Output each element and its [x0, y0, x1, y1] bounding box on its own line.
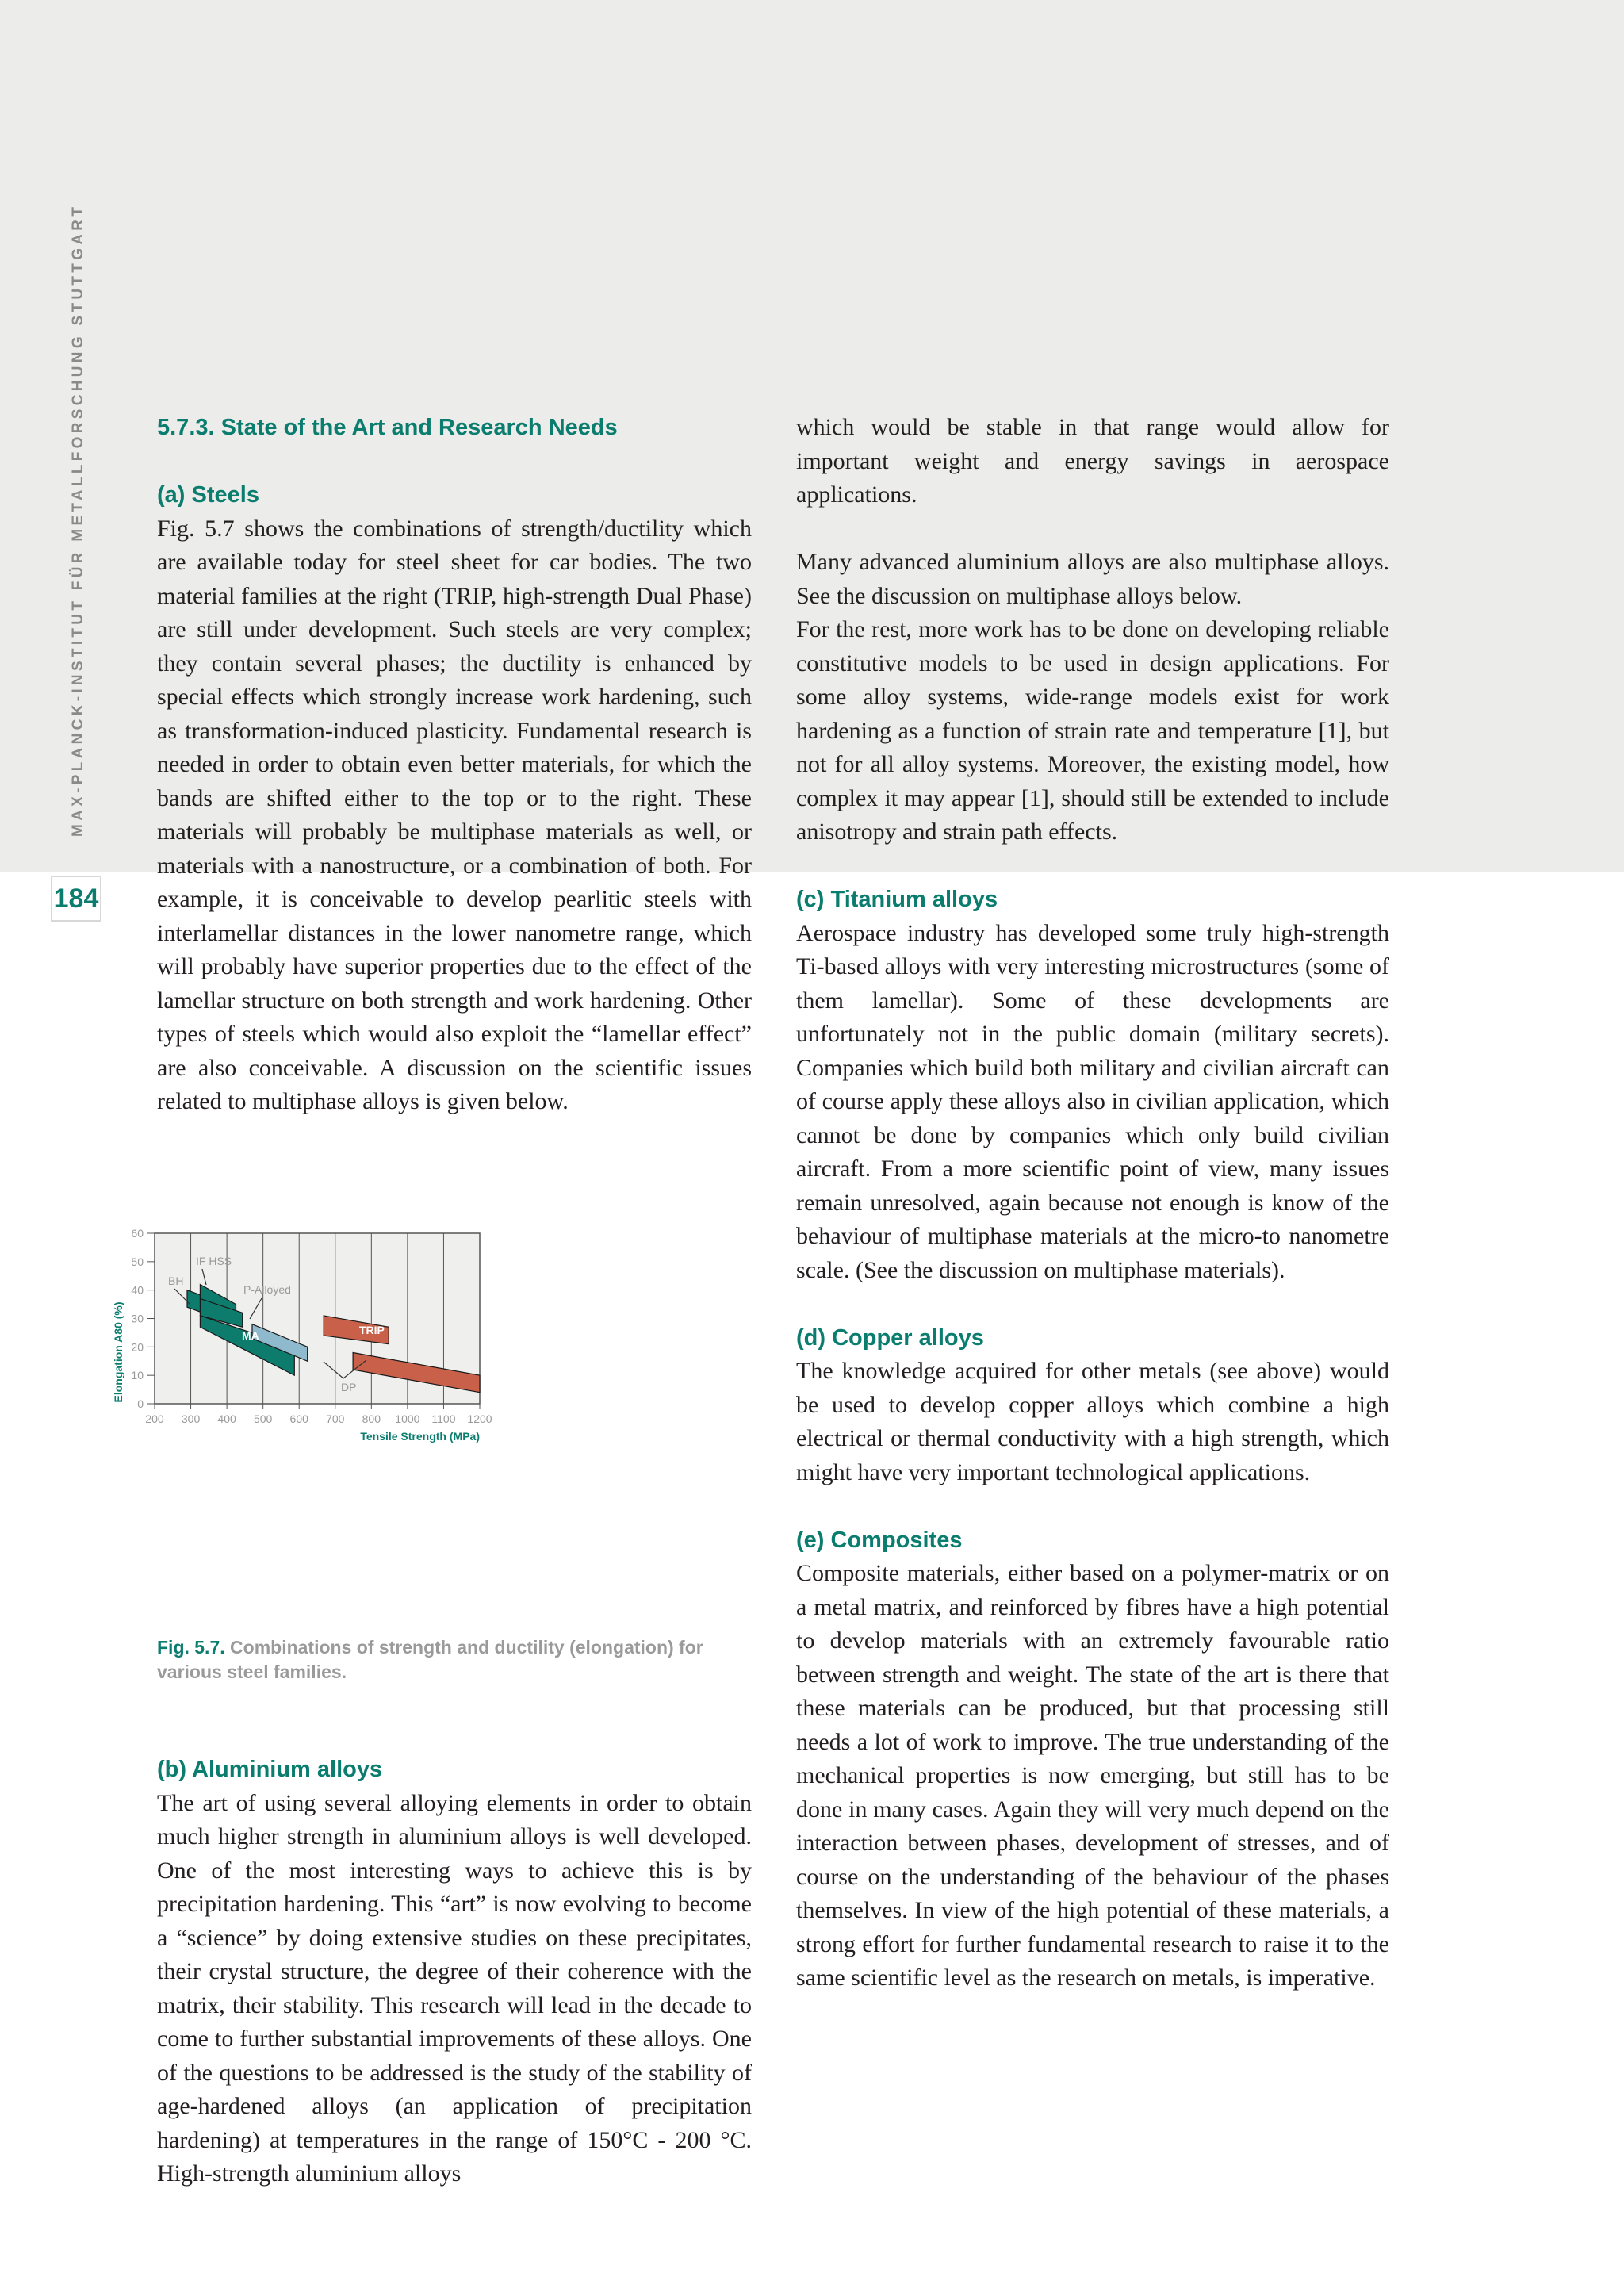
x-tick-label: 300	[181, 1412, 201, 1425]
x-tick-label: 1000	[395, 1412, 420, 1425]
right-column	[796, 411, 1389, 1995]
x-tick-label: 800	[362, 1412, 381, 1425]
figure-caption	[157, 1635, 760, 1685]
composites-heading: (e) Composites	[796, 1527, 963, 1553]
x-tick-labels	[145, 1412, 492, 1425]
x-tick-label: 500	[253, 1412, 273, 1425]
left-column-top	[157, 411, 752, 1119]
strength-ductility-chart	[71, 1209, 769, 1622]
band-label-ifhss: IF HSS	[196, 1255, 232, 1267]
figure-caption-text: Combinations of strength and ductility (elongation) for various steel families.	[157, 1637, 703, 1682]
titanium-heading: (c) Titanium alloys	[796, 887, 998, 912]
aluminium-paragraph-3: Many advanced aluminium alloys are also multiphase alloys. See the discussion on multiphase alloys below.	[796, 549, 1389, 609]
aluminium-paragraph-2: which would be stable in that range would allow for important weight and energy savings in aerospace applications.	[796, 414, 1389, 508]
y-tick-label: 10	[131, 1369, 144, 1382]
x-tick-label: 1100	[431, 1412, 456, 1425]
y-tick-label: 30	[131, 1312, 144, 1325]
titanium-paragraph: Aerospace industry has developed some truly high-strength Ti-based alloys with very interesting microstructures (some of them lamellar). Some of these developments are unfortunately not in the public domain (military secrets). Companies which build both military and civilian aircraft can of course apply these alloys also in civilian application, which cannot be done by companies which only build civilian aircraft. From a more scientific point of view, many issues remain unresolved, again because not enough is know of the behaviour of multiphase materials at the micro-to nanometre scale. (See the discussion on multiphase materials).	[796, 919, 1389, 1283]
y-tick-label: 20	[131, 1340, 144, 1354]
steels-heading: (a) Steels	[157, 482, 259, 508]
composites-paragraph: Composite materials, either based on a polymer-matrix or on a metal matrix, and reinforced by fibres have a high potential to develop materials with an extremely favourable ratio between strength and weight. The state of the art is there that these materials can be produced, but that processing still needs a lot of work to improve. The true understanding of the mechanical properties is now emerging, but still has to be done in many cases. Again they will very much depend on the interaction between phases, development of stresses, and of course on the understanding of the behaviour of the phases themselves. In view of the high potential of these materials, a strong effort for further fundamental research to raise it to the same scientific level as the research on metals, is imperative.	[796, 1560, 1389, 1991]
copper-paragraph: The knowledge acquired for other metals (see above) would be used to develop copper alloys which combine a high electrical or thermal conductivity with a high strength, which might have very important technological applications.	[796, 1358, 1389, 1485]
y-axis-label: Elongation A80 (%)	[112, 1301, 124, 1403]
y-tick-labels	[131, 1227, 144, 1410]
x-tick-label: 700	[326, 1412, 345, 1425]
band-label-palloyed: P-Alloyed	[243, 1283, 291, 1296]
copper-heading: (d) Copper alloys	[796, 1324, 984, 1351]
x-tick-label: 400	[217, 1412, 236, 1425]
section-title: 5.7.3. State of the Art and Research Needs	[157, 415, 618, 440]
band-label-trip: TRIP	[359, 1324, 385, 1336]
institute-label: MAX-PLANCK-INSTITUT FÜR METALLFORSCHUNG STUTTGART	[70, 203, 86, 837]
band-label-dp: DP	[341, 1381, 357, 1393]
figure-label: Fig. 5.7.	[157, 1637, 225, 1658]
x-tick-label: 600	[289, 1412, 308, 1425]
band-label-bh: BH	[168, 1274, 184, 1287]
y-tick-label: 50	[131, 1255, 144, 1268]
y-tick-label: 40	[131, 1283, 144, 1297]
x-axis-label: Tensile Strength (MPa)	[360, 1430, 480, 1443]
aluminium-paragraph-4: For the rest, more work has to be done on developing reliable constitutive models to be used in design applications. For some alloy systems, wide-range models exist for work hardening as a function of strain rate and temperature [1], but not for all alloy systems. Moreover, the existing model, how complex it may appear [1], should still be extended to include anisotropy and strain path effects.	[796, 616, 1389, 845]
band-label-ma: MA	[242, 1329, 259, 1342]
y-tick-label: 60	[131, 1227, 144, 1240]
steels-paragraph: Fig. 5.7 shows the combinations of strength/ductility which are available today for steel sheet for car bodies. The two material families at the right (TRIP, high-strength Dual Phase) are still under development. Such steels are very complex; they contain several phases; the ductility is enhanced by special effects which strongly increase work hardening, such as transformation-induced plasticity. Fundamental research is needed in order to obtain even better materials, for which the bands are shifted either to the top or to the right. These materials will probably be multiphase materials as well, or materials with a nanostructure, or a combination of both. For example, it is conceivable to develop pearlitic steels with interlamellar distances in the lower nanometre range, which will probably have superior properties due to the effect of the lamellar structure on both strength and work hardening. Other types of steels which would also exploit the “lamellar effect” are also conceivable. A discussion on the scientific issues related to multiphase alloys is given below.	[157, 515, 752, 1114]
aluminium-heading: (b) Aluminium alloys	[157, 1757, 383, 1782]
left-column-bottom	[157, 1753, 752, 2191]
page-number: 184	[51, 876, 102, 922]
aluminium-paragraph-1: The art of using several alloying elements in order to obtain much higher strength in aluminium alloys is well developed. One of the most interesting ways to achieve this is by precipitation hardening. This “art” is now evolving to become a “science” by doing extensive studies on these precipitates, their crystal structure, the degree of their coherence with the matrix, their stability. This research will lead in the decade to come to further substantial improvements of these alloys. One of the questions to be addressed is the study of the stability of age-hardened alloys (an application of precipitation hardening) at temperatures in the range of 150°C - 200 °C. High-strength aluminium alloys	[157, 1789, 752, 2187]
x-tick-label: 200	[145, 1412, 164, 1425]
x-tick-label: 1200	[467, 1412, 492, 1425]
y-tick-label: 0	[137, 1397, 144, 1410]
